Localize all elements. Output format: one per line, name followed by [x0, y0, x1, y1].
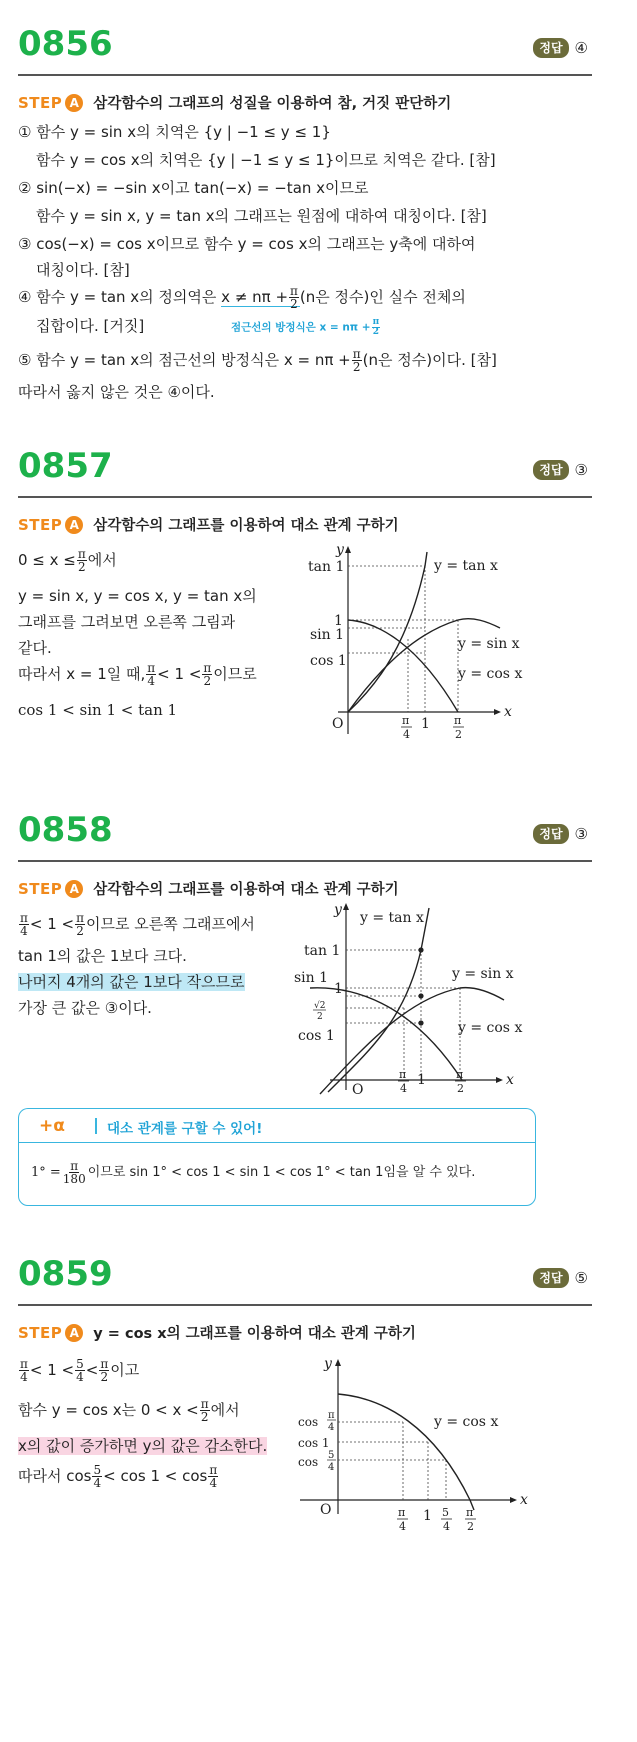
tick-four: 4	[400, 1082, 407, 1095]
text-part: ⑤ 함수 y = tan x의 점근선의 방정식은 x = nπ +	[18, 351, 351, 369]
problem-number: 0856	[18, 24, 113, 64]
label-cos: y = cos x	[458, 666, 523, 682]
numerator: π	[352, 347, 361, 361]
numerator: π	[290, 284, 298, 298]
numerator: 5	[76, 1357, 84, 1371]
tick-four: 4	[328, 1462, 335, 1473]
step-heading	[18, 514, 399, 535]
x-arrow	[496, 1077, 503, 1083]
tick-pi-num: π	[454, 714, 462, 727]
tick-one: 1	[334, 981, 343, 997]
text-line: 함수 y = cos x의 치역은 {y | −1 ≤ y ≤ 1}이므로 치역은 같다. [참]	[36, 151, 496, 169]
text-part: 따라서 cos	[18, 1467, 92, 1485]
fraction	[75, 1358, 85, 1383]
step-heading	[18, 878, 399, 899]
answer-badge: 정답	[533, 38, 568, 58]
step-label: STEP	[18, 879, 63, 898]
text-line: ③ cos(−x) = cos x이므로 함수 y = cos x의 그래프는 y축에 대하여	[18, 235, 476, 253]
label-cos: y = cos x	[458, 1020, 523, 1036]
fraction	[200, 1398, 210, 1423]
fraction	[75, 912, 85, 937]
point-cos1	[418, 1020, 423, 1025]
denominator: 2	[203, 674, 212, 688]
x-arrow	[510, 1497, 517, 1503]
section-0859	[18, 1256, 592, 1726]
text-line: tan 1의 값은 1보다 크다.	[18, 947, 187, 965]
text-part: 에서	[210, 1401, 240, 1419]
tan-curve	[328, 908, 429, 1092]
denominator: 180	[62, 1172, 86, 1186]
answer-tag	[533, 38, 588, 58]
fraction	[92, 1464, 102, 1489]
text-line	[18, 1462, 219, 1490]
cos-curve	[338, 1394, 474, 1510]
tip-title: 대소 관계를 구할 수 있어!	[107, 1121, 263, 1137]
divider	[18, 496, 592, 498]
point-sin1	[418, 993, 423, 998]
text-line	[18, 284, 466, 310]
text-part: 따라서 x = 1일 때,	[18, 665, 146, 683]
step-title: y = cos x의 그래프를 이용하여 대소 관계 구하기	[93, 1326, 416, 1342]
text-part: < 1 <	[29, 915, 75, 933]
numerator: π	[209, 1463, 218, 1477]
y-arrow	[343, 903, 349, 910]
answer-tag	[533, 460, 588, 480]
fraction	[99, 1358, 109, 1383]
answer-value: ③	[574, 461, 588, 479]
tick-sin1: sin 1	[294, 970, 329, 986]
fraction	[202, 662, 212, 687]
fraction	[19, 912, 29, 937]
fraction	[77, 548, 87, 573]
y-axis-label: y	[336, 544, 344, 558]
problem-number: 0857	[18, 446, 113, 486]
answer-value: ④	[574, 39, 588, 57]
fraction	[352, 348, 362, 373]
text-part: 이고	[110, 1361, 140, 1379]
text-line: 그래프를 그려보면 오른쪽 그림과	[18, 613, 236, 631]
problem-number: 0858	[18, 810, 113, 850]
denominator: 4	[20, 924, 28, 938]
text-line: 집합이다. [거짓]	[36, 317, 145, 335]
text-line: 대칭이다. [참]	[36, 261, 130, 279]
y-arrow	[345, 546, 351, 553]
answer-value: ③	[574, 825, 588, 843]
fraction	[289, 285, 299, 310]
y-axis-label: y	[334, 902, 342, 918]
point-tan1	[418, 947, 423, 952]
denominator: 4	[147, 674, 156, 688]
text-line: 가장 큰 값은 ③이다.	[18, 999, 152, 1017]
text-part: 에서	[87, 551, 117, 569]
tip-mark: +α	[39, 1116, 65, 1136]
tip-separator	[95, 1118, 97, 1134]
text-line	[18, 1356, 139, 1384]
text-part: 이므로 오른쪽 그래프에서	[86, 915, 255, 933]
graph-0857	[308, 544, 548, 740]
origin-label: O	[332, 716, 344, 732]
numerator: π	[20, 1357, 28, 1371]
tick-tan1: tan 1	[308, 559, 345, 575]
section-0857	[18, 448, 592, 768]
divider	[18, 74, 592, 76]
numerator: π	[372, 317, 380, 327]
domain-expression	[221, 284, 300, 311]
text-part: ④ 함수 y = tan x의 정의역은	[18, 288, 222, 306]
tick-x-one: 1	[417, 1072, 426, 1088]
text-part: 이므로 sin 1° < cos 1 < sin 1 < cos 1° < tan 1임을 알 수 있다.	[87, 1165, 476, 1180]
tick-rt2-num: √2	[314, 1001, 326, 1011]
text-line	[18, 660, 257, 688]
numerator: 5	[93, 1463, 102, 1477]
denominator: 2	[76, 924, 84, 938]
x-axis-label: x	[506, 1072, 514, 1088]
text-line	[18, 1436, 267, 1456]
tick-pi-num: π	[402, 714, 410, 727]
graph-0858	[290, 900, 552, 1096]
denominator: 4	[20, 1370, 28, 1384]
text-part: <	[85, 1361, 99, 1379]
fraction	[19, 1358, 29, 1383]
tick-pi-num: π	[328, 1410, 335, 1421]
tick-cos1: cos 1	[298, 1436, 330, 1450]
tick-four: 4	[403, 728, 410, 740]
tan-curve	[348, 552, 427, 712]
label-tan: y = tan x	[434, 558, 498, 574]
numerator: π	[147, 661, 156, 675]
tick-pi-num: π	[456, 1068, 464, 1081]
text-line: y = sin x, y = cos x, y = tan x의	[18, 587, 257, 605]
tip-header	[18, 1108, 536, 1143]
tick-four: 4	[443, 1520, 450, 1533]
step-label: STEP	[18, 93, 63, 112]
denominator: 2	[290, 297, 298, 311]
numerator: π	[76, 911, 84, 925]
step-title: 삼각함수의 그래프의 성질을 이용하여 참, 거짓 판단하기	[93, 96, 452, 112]
text-line	[18, 546, 117, 574]
tick-cos1: cos 1	[310, 653, 347, 669]
answer-badge: 정답	[533, 1268, 568, 1288]
denominator: 2	[372, 327, 379, 337]
label-sin: y = sin x	[458, 636, 520, 652]
label-cos: y = cos x	[434, 1414, 499, 1430]
text-part: < 1 <	[157, 665, 202, 683]
denominator: 4	[209, 1476, 218, 1490]
text-line	[18, 346, 497, 374]
denominator: 2	[200, 1410, 209, 1424]
fraction	[146, 662, 156, 687]
problem-number: 0859	[18, 1254, 113, 1294]
denominator: 2	[100, 1370, 109, 1384]
step-heading	[18, 1322, 416, 1343]
tick-five: 5	[442, 1506, 449, 1519]
text-line: 같다.	[18, 639, 52, 657]
text-line	[18, 972, 245, 992]
step-letter: A	[65, 516, 83, 534]
tip-box	[18, 1108, 534, 1208]
denominator: 4	[76, 1370, 84, 1384]
answer-tag	[533, 1268, 588, 1288]
text-part: < cos 1 < cos	[103, 1467, 208, 1485]
answer-badge: 정답	[533, 824, 568, 844]
tick-two: 2	[457, 1082, 464, 1095]
y-arrow	[335, 1359, 341, 1366]
x-arrow	[494, 709, 501, 715]
text-part: (n은 정수)이다. [참]	[362, 351, 497, 369]
tick-pi-num: π	[399, 1068, 407, 1081]
denominator: 4	[93, 1476, 102, 1490]
tick-four: 4	[399, 1520, 406, 1533]
numerator: π	[70, 1159, 79, 1173]
fraction	[62, 1160, 87, 1185]
divider	[18, 860, 592, 862]
tick-two: 2	[467, 1520, 474, 1533]
section-0858	[18, 812, 592, 1212]
step-label: STEP	[18, 1323, 63, 1342]
x-axis-label: x	[504, 704, 512, 720]
label-tan: y = tan x	[360, 910, 424, 926]
answer-badge: 정답	[533, 460, 568, 480]
tick-tan1: tan 1	[304, 943, 341, 959]
sin-curve	[320, 988, 504, 1094]
text-line: ② sin(−x) = −sin x이고 tan(−x) = −tan x이므로	[18, 179, 369, 197]
step-title: 삼각함수의 그래프를 이용하여 대소 관계 구하기	[93, 518, 399, 534]
tick-cos-pi4: cos	[298, 1415, 319, 1429]
tick-two: 2	[455, 728, 462, 740]
step-heading	[18, 92, 451, 113]
denominator: 2	[78, 560, 86, 574]
tick-x-one: 1	[421, 716, 430, 732]
numerator: π	[200, 1397, 209, 1411]
label-sin: y = sin x	[452, 966, 514, 982]
text-part: 1° =	[31, 1165, 61, 1180]
answer-tag	[533, 824, 588, 844]
text-part: 0 ≤ x ≤	[18, 551, 76, 569]
step-label: STEP	[18, 515, 63, 534]
text-line	[18, 1396, 240, 1424]
side-note	[231, 318, 381, 337]
highlight: x의 값이 증가하면 y의 값은 감소한다.	[18, 1437, 268, 1455]
fraction	[208, 1464, 218, 1489]
numerator: π	[77, 547, 86, 561]
text-line: 함수 y = sin x, y = tan x의 그래프는 원점에 대하여 대칭이다. [참]	[36, 207, 487, 225]
numerator: π	[20, 911, 28, 925]
section-0856	[18, 26, 592, 406]
text-line: ① 함수 y = sin x의 치역은 {y | −1 ≤ y ≤ 1}	[18, 123, 331, 141]
answer-value: ⑤	[574, 1269, 588, 1287]
step-letter: A	[65, 1324, 83, 1342]
x-axis-label: x	[520, 1492, 528, 1508]
y-axis-label: y	[324, 1356, 332, 1372]
tick-x-one: 1	[423, 1508, 432, 1524]
graph-0859	[294, 1356, 550, 1546]
text-part: 함수 y = cos x는 0 < x <	[18, 1401, 199, 1419]
guide-lines	[338, 1422, 446, 1500]
text-part: < 1 <	[29, 1361, 75, 1379]
text-part: (n은 정수)인 실수 전체의	[299, 288, 466, 306]
text-line: 따라서 옳지 않은 것은 ④이다.	[18, 383, 215, 401]
tick-pi-num: π	[398, 1506, 406, 1519]
fraction	[372, 318, 381, 337]
text-line: cos 1 < sin 1 < tan 1	[18, 701, 178, 719]
tick-five: 5	[328, 1450, 335, 1461]
origin-label: O	[352, 1082, 364, 1096]
tick-one: 1	[334, 613, 343, 629]
tick-cos1: cos 1	[298, 1028, 335, 1044]
tick-rt2-den: 2	[317, 1012, 323, 1022]
highlight: 나머지 4개의 값은 1보다 작으므로	[18, 973, 245, 991]
divider	[18, 1304, 592, 1306]
numerator: π	[100, 1357, 109, 1371]
numerator: π	[203, 661, 212, 675]
text-part: x ≠ nπ +	[221, 288, 289, 306]
tip-body	[18, 1142, 536, 1206]
note-text: 점근선의 방정식은 x = nπ +	[231, 321, 371, 334]
tick-sin1: sin 1	[310, 627, 345, 643]
step-letter: A	[65, 880, 83, 898]
tip-text	[31, 1159, 475, 1187]
tick-pi-num: π	[466, 1506, 474, 1519]
origin-label: O	[320, 1502, 332, 1518]
tick-four: 4	[328, 1422, 335, 1433]
step-letter: A	[65, 94, 83, 112]
step-title: 삼각함수의 그래프를 이용하여 대소 관계 구하기	[93, 882, 399, 898]
tick-cos-5-4: cos	[298, 1455, 319, 1469]
denominator: 2	[352, 360, 361, 374]
text-line	[18, 910, 255, 938]
text-part: 이므로	[213, 665, 257, 683]
